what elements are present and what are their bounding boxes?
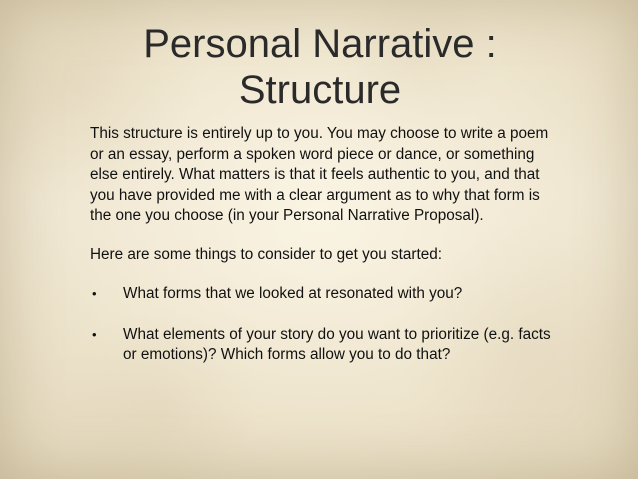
bullet-text: What elements of your story do you want to prioritize (e.g. facts or emotions)? Which forms allow you to do that? (123, 325, 551, 363)
bullet-dot: • (92, 326, 97, 342)
slide-body (90, 124, 560, 386)
intro-paragraph: This structure is entirely up to you. You may choose to write a poem or an essay, perform a spoken word piece or dance, or something else entirely. What matters is that it feels authentic to you, and that you have provided me with a clear argument as to why that form is the one you choose (in your Personal Narrative Proposal). (90, 125, 549, 224)
lead-paragraph: Here are some things to consider to get you started: (90, 245, 443, 263)
bullet-dot: • (92, 286, 97, 301)
slide-title (60, 21, 580, 113)
bullet-item (90, 284, 560, 305)
bullet-item (90, 325, 560, 366)
title-line-1: Personal Narrative : (143, 22, 497, 66)
bullet-text: What forms that we looked at resonated with you? (123, 285, 463, 302)
title-line-2: Structure (238, 68, 402, 112)
bullet-list (90, 284, 560, 366)
